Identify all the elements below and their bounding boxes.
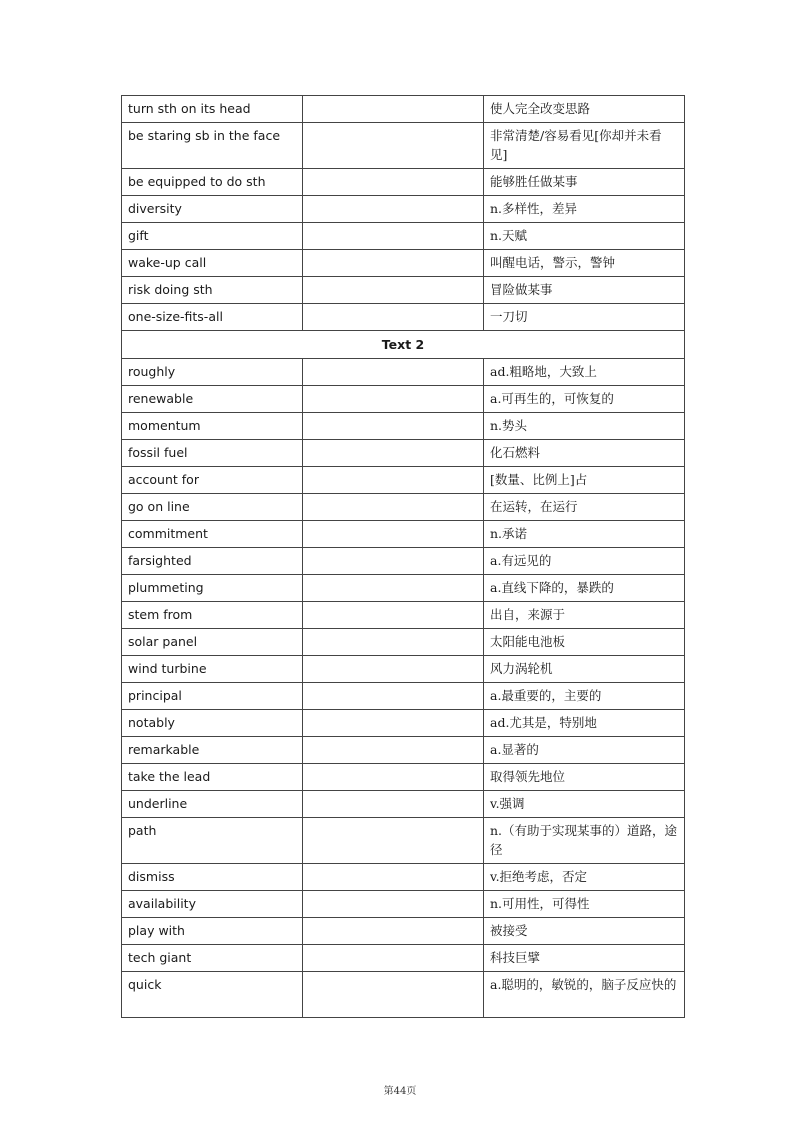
- table-row: [122, 656, 685, 683]
- english-term: notably: [122, 710, 303, 737]
- english-term: fossil fuel: [122, 440, 303, 467]
- chinese-meaning: n.可用性，可得性: [484, 891, 685, 918]
- chinese-meaning: 科技巨擘: [484, 945, 685, 972]
- chinese-meaning: 在运转，在运行: [484, 494, 685, 521]
- chinese-meaning: 太阳能电池板: [484, 629, 685, 656]
- chinese-meaning: 出自，来源于: [484, 602, 685, 629]
- chinese-meaning: v.拒绝考虑，否定: [484, 864, 685, 891]
- blank-cell: [303, 123, 484, 169]
- blank-cell: [303, 602, 484, 629]
- chinese-meaning: a.直线下降的，暴跌的: [484, 575, 685, 602]
- english-term: commitment: [122, 521, 303, 548]
- table-row: [122, 891, 685, 918]
- blank-cell: [303, 223, 484, 250]
- chinese-meaning: 取得领先地位: [484, 764, 685, 791]
- chinese-meaning: 能够胜任做某事: [484, 169, 685, 196]
- english-term: plummeting: [122, 575, 303, 602]
- blank-cell: [303, 891, 484, 918]
- english-term: take the lead: [122, 764, 303, 791]
- table-row: [122, 864, 685, 891]
- page-number: 第44页: [383, 1086, 417, 1097]
- blank-cell: [303, 521, 484, 548]
- blank-cell: [303, 494, 484, 521]
- blank-cell: [303, 972, 484, 1018]
- table-row: [122, 123, 685, 169]
- table-row: [122, 602, 685, 629]
- blank-cell: [303, 791, 484, 818]
- english-term: availability: [122, 891, 303, 918]
- table-row: [122, 223, 685, 250]
- blank-cell: [303, 96, 484, 123]
- table-row: [122, 277, 685, 304]
- table-row: [122, 791, 685, 818]
- table-row: [122, 764, 685, 791]
- blank-cell: [303, 864, 484, 891]
- chinese-meaning: 叫醒电话，警示，警钟: [484, 250, 685, 277]
- chinese-meaning: n.多样性，差异: [484, 196, 685, 223]
- english-term: account for: [122, 467, 303, 494]
- table-row: [122, 467, 685, 494]
- blank-cell: [303, 737, 484, 764]
- blank-cell: [303, 918, 484, 945]
- english-term: be staring sb in the face: [122, 123, 303, 169]
- blank-cell: [303, 575, 484, 602]
- english-term: dismiss: [122, 864, 303, 891]
- english-term: one-size-fits-all: [122, 304, 303, 331]
- chinese-meaning: 风力涡轮机: [484, 656, 685, 683]
- table-row: [122, 96, 685, 123]
- chinese-meaning: ad.尤其是，特别地: [484, 710, 685, 737]
- chinese-meaning: n.势头: [484, 413, 685, 440]
- english-term: go on line: [122, 494, 303, 521]
- chinese-meaning: 化石燃料: [484, 440, 685, 467]
- english-term: momentum: [122, 413, 303, 440]
- chinese-meaning: a.聪明的，敏锐的，脑子反应快的: [484, 972, 685, 1018]
- section-title: Text 2: [122, 331, 685, 359]
- table-row: [122, 521, 685, 548]
- blank-cell: [303, 196, 484, 223]
- vocabulary-table: [121, 95, 685, 1018]
- chinese-meaning: 非常清楚/容易看见[你却并未看见]: [484, 123, 685, 169]
- english-term: risk doing sth: [122, 277, 303, 304]
- blank-cell: [303, 304, 484, 331]
- table-row: [122, 304, 685, 331]
- chinese-meaning: a.最重要的，主要的: [484, 683, 685, 710]
- english-term: be equipped to do sth: [122, 169, 303, 196]
- english-term: quick: [122, 972, 303, 1018]
- english-term: path: [122, 818, 303, 864]
- english-term: roughly: [122, 359, 303, 386]
- blank-cell: [303, 169, 484, 196]
- english-term: wind turbine: [122, 656, 303, 683]
- english-term: diversity: [122, 196, 303, 223]
- chinese-meaning: v.强调: [484, 791, 685, 818]
- blank-cell: [303, 945, 484, 972]
- table-row: [122, 629, 685, 656]
- english-term: remarkable: [122, 737, 303, 764]
- table-row: [122, 945, 685, 972]
- chinese-meaning: n.（有助于实现某事的）道路，途径: [484, 818, 685, 864]
- table-row: [122, 548, 685, 575]
- english-term: stem from: [122, 602, 303, 629]
- english-term: gift: [122, 223, 303, 250]
- chinese-meaning: n.天赋: [484, 223, 685, 250]
- table-row: [122, 169, 685, 196]
- blank-cell: [303, 656, 484, 683]
- blank-cell: [303, 818, 484, 864]
- english-term: turn sth on its head: [122, 96, 303, 123]
- chinese-meaning: a.有远见的: [484, 548, 685, 575]
- blank-cell: [303, 710, 484, 737]
- table-row: [122, 196, 685, 223]
- english-term: solar panel: [122, 629, 303, 656]
- english-term: farsighted: [122, 548, 303, 575]
- chinese-meaning: 使人完全改变思路: [484, 96, 685, 123]
- section-header-row: [122, 331, 685, 359]
- chinese-meaning: a.可再生的，可恢复的: [484, 386, 685, 413]
- blank-cell: [303, 359, 484, 386]
- blank-cell: [303, 467, 484, 494]
- table-row: [122, 359, 685, 386]
- english-term: play with: [122, 918, 303, 945]
- chinese-meaning: 冒险做某事: [484, 277, 685, 304]
- chinese-meaning: 一刀切: [484, 304, 685, 331]
- table-row: [122, 386, 685, 413]
- table-row: [122, 710, 685, 737]
- english-term: renewable: [122, 386, 303, 413]
- chinese-meaning: 被接受: [484, 918, 685, 945]
- table-row: [122, 918, 685, 945]
- table-row: [122, 494, 685, 521]
- chinese-meaning: a.显著的: [484, 737, 685, 764]
- blank-cell: [303, 764, 484, 791]
- table-row: [122, 250, 685, 277]
- table-row: [122, 972, 685, 1018]
- blank-cell: [303, 683, 484, 710]
- table-row: [122, 413, 685, 440]
- vocabulary-table-body: [122, 96, 685, 1018]
- table-row: [122, 737, 685, 764]
- blank-cell: [303, 629, 484, 656]
- english-term: underline: [122, 791, 303, 818]
- chinese-meaning: [数量、比例上]占: [484, 467, 685, 494]
- chinese-meaning: n.承诺: [484, 521, 685, 548]
- blank-cell: [303, 548, 484, 575]
- english-term: wake-up call: [122, 250, 303, 277]
- english-term: tech giant: [122, 945, 303, 972]
- blank-cell: [303, 250, 484, 277]
- blank-cell: [303, 440, 484, 467]
- table-row: [122, 440, 685, 467]
- chinese-meaning: ad.粗略地，大致上: [484, 359, 685, 386]
- table-row: [122, 683, 685, 710]
- blank-cell: [303, 277, 484, 304]
- blank-cell: [303, 413, 484, 440]
- table-row: [122, 818, 685, 864]
- blank-cell: [303, 386, 484, 413]
- english-term: principal: [122, 683, 303, 710]
- table-row: [122, 575, 685, 602]
